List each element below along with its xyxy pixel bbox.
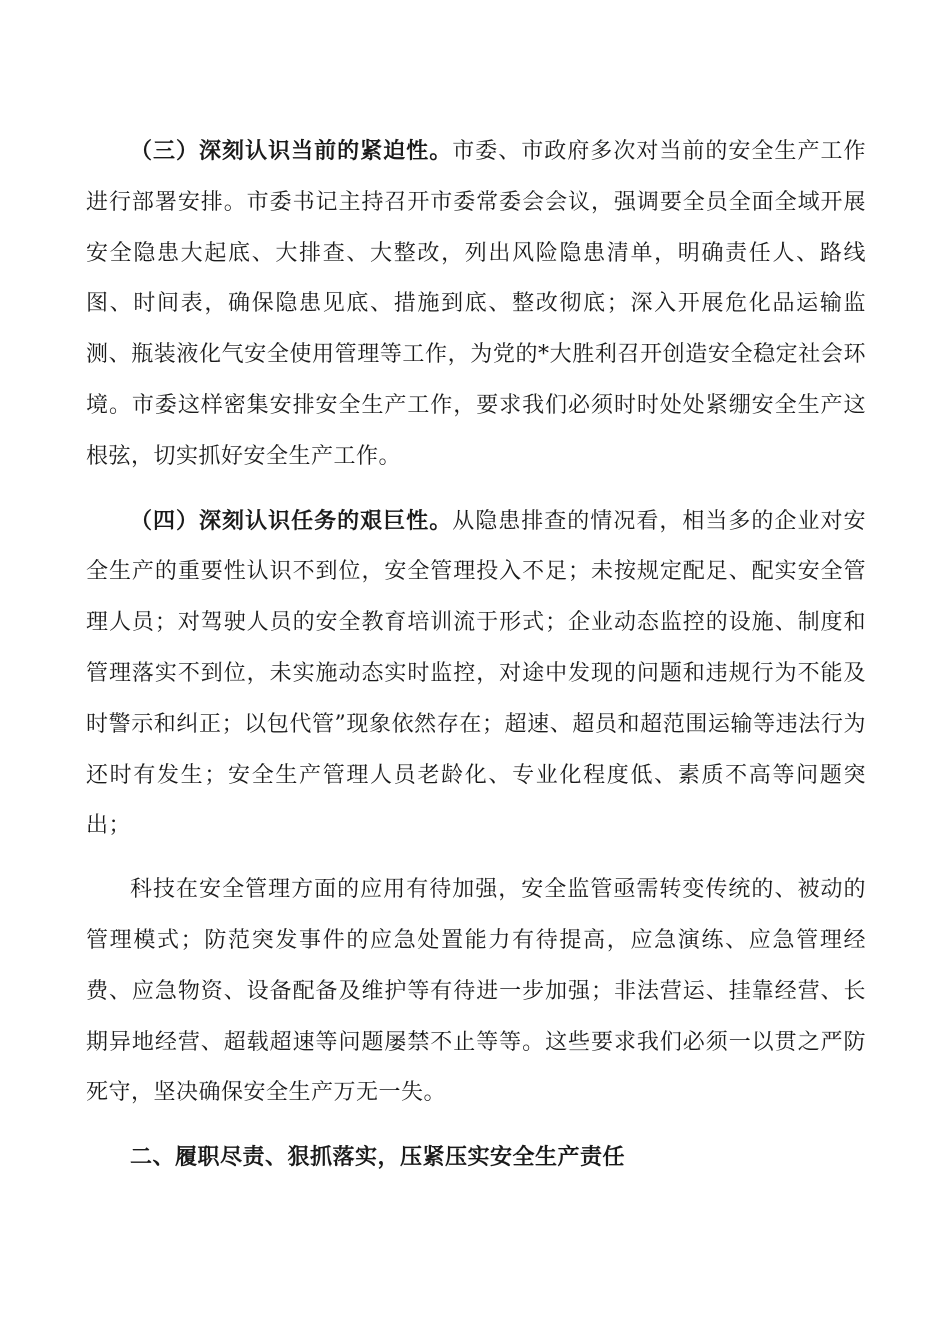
- paragraph-body: 市委、市政府多次对当前的安全生产工作进行部署安排。市委书记主持召开市委常委会会议，强调要全员全面全域开展安全隐患大起底、大排查、大整改，列出风险隐患清单，明确责任人、路线图、时间表，确保隐患见底、措施到底、整改彻底；深入开展危化品运输监测、瓶装液化气安全使用管理等工作，为党的*大胜利召开创造安全稳定社会环境。市委这样密集安排安全生产工作，要求我们必须时时处处紧绷安全生产这根弦，切实抓好安全生产工作。: [86, 139, 866, 469]
- paragraph-lead: （四）深刻认识任务的艰巨性。: [130, 507, 453, 534]
- paragraph-technology: [86, 865, 866, 1119]
- document-page: [86, 126, 866, 1183]
- paragraph-lead: （三）深刻认识当前的紧迫性。: [130, 138, 453, 164]
- paragraph-difficulty: [86, 496, 866, 853]
- paragraph-body: 科技在安全管理方面的应用有待加强，安全监管亟需转变传统的、被动的管理模式；防范突发事件的应急处置能力有待提高，应急演练、应急管理经费、应急物资、设备配备及维护等有待进一步加强；非法营运、挂靠经营、长期异地经营、超载超速等问题屡禁不止等等。这些要求我们必须一以贯之严防死守，坚决确保安全生产万无一失。: [86, 877, 866, 1106]
- paragraph-urgency: [86, 126, 866, 483]
- section-heading: 二、履职尽责、狠抓落实，压紧压实安全生产责任: [130, 1144, 626, 1171]
- paragraph-body: 从隐患排查的情况看，相当多的企业对安全生产的重要性认识不到位，安全管理投入不足；未按规定配足、配实安全管理人员；对驾驶人员的安全教育培训流于形式；企业动态监控的设施、制度和管理落实不到位，未实施动态实时监控，对途中发现的问题和违规行为不能及时警示和纠正；以包代管”现象依然存在；超速、超员和超范围运输等违法行为还时有发生；安全生产管理人员老龄化、专业化程度低、素质不高等问题突出；: [86, 508, 866, 839]
